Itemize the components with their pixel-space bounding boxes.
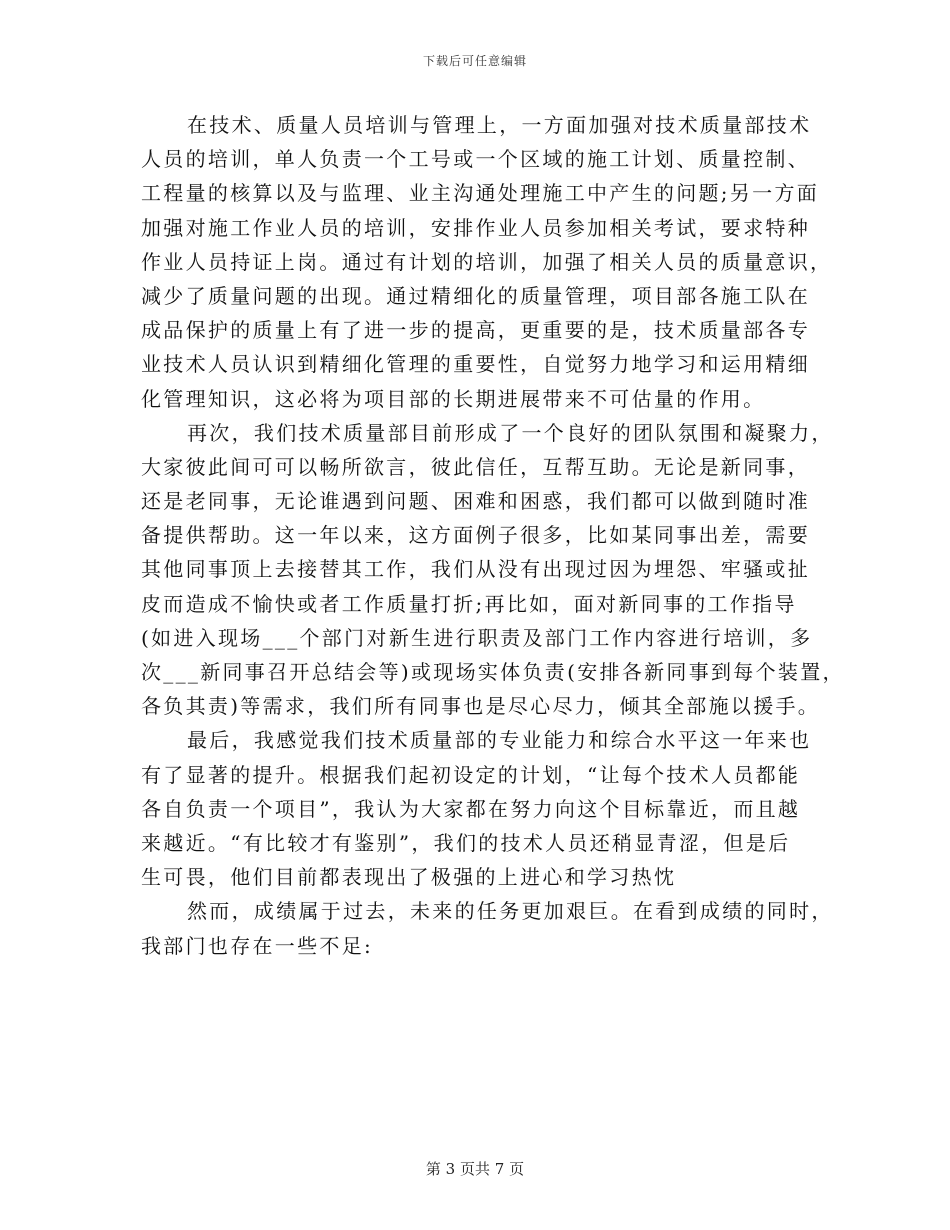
text-line: 皮而造成不愉快或者工作质量打折;再比如，面对新同事的工作指导 bbox=[141, 591, 797, 616]
text-line: 大家彼此间可可以畅所欲言，彼此信任，互帮互助。无论是新同事， bbox=[141, 454, 810, 479]
text-line: 各负其责)等需求，我们所有同事也是尽心尽力，倾其全部施以援手。 bbox=[141, 694, 821, 719]
text-line: 再次，我们技术质量部目前形成了一个良好的团队氛围和凝聚力， bbox=[187, 420, 834, 445]
text-line: 来越近。“有比较才有鉴别”，我们的技术人员还稍显青涩，但是后 bbox=[141, 830, 791, 855]
text-line: 成品保护的质量上有了进一步的提高，更重要的是，技术质量部各专 bbox=[141, 318, 810, 343]
text-line: 减少了质量问题的出现。通过精细化的质量管理，项目部各施工队在 bbox=[141, 283, 810, 308]
text-line: 然而，成绩属于过去，未来的任务更加艰巨。在看到成绩的同时， bbox=[187, 899, 834, 924]
text-line: 备提供帮助。这一年以来，这方面例子很多，比如某同事出差，需要 bbox=[141, 523, 810, 548]
text-line: 人员的培训，单人负责一个工号或一个区域的施工计划、质量控制、 bbox=[141, 147, 810, 172]
text-line: (如进入现场___个部门对新生进行职责及部门工作内容进行培训，多 bbox=[141, 625, 813, 650]
text-line: 其他同事顶上去接替其工作，我们从没有出现过因为埋怨、牢骚或扯 bbox=[141, 557, 810, 582]
text-line: 生可畏，他们目前都表现出了极强的上进心和学习热忱 bbox=[141, 865, 677, 890]
document-body bbox=[141, 108, 845, 963]
text-line: 业技术人员认识到精细化管理的重要性，自觉努力地学习和运用精细 bbox=[141, 352, 810, 377]
text-line: 工程量的核算以及与监理、业主沟通处理施工中产生的问题;另一方面 bbox=[141, 181, 820, 206]
text-line: 次___新同事召开总结会等)或现场实体负责(安排各新同事到每个装置， bbox=[141, 660, 845, 684]
text-line: 最后，我感觉我们技术质量部的专业能力和综合水平这一年来也 bbox=[187, 728, 812, 753]
text-line: 作业人员持证上岗。通过有计划的培训，加强了相关人员的质量意识， bbox=[141, 249, 833, 274]
page-number-footer: 第 3 页共 7 页 bbox=[425, 1160, 525, 1178]
text-line: 化管理知识，这必将为项目部的长期进展带来不可估量的作用。 bbox=[141, 386, 766, 411]
text-line: 在技术、质量人员培训与管理上，一方面加强对技术质量部技术 bbox=[187, 113, 812, 137]
text-line: 我部门也存在一些不足: bbox=[141, 933, 374, 958]
text-line: 各自负责一个项目”，我认为大家都在努力向这个目标靠近，而且越 bbox=[141, 796, 801, 821]
text-line: 还是老同事，无论谁遇到问题、困难和困惑，我们都可以做到随时准 bbox=[141, 489, 810, 514]
text-line: 加强对施工作业人员的培训，安排作业人员参加相关考试，要求特种 bbox=[141, 215, 810, 240]
page-header: 下载后可任意编辑 bbox=[422, 54, 527, 68]
text-line: 有了显著的提升。根据我们起初设定的计划，“让每个技术人员都能 bbox=[141, 762, 801, 787]
